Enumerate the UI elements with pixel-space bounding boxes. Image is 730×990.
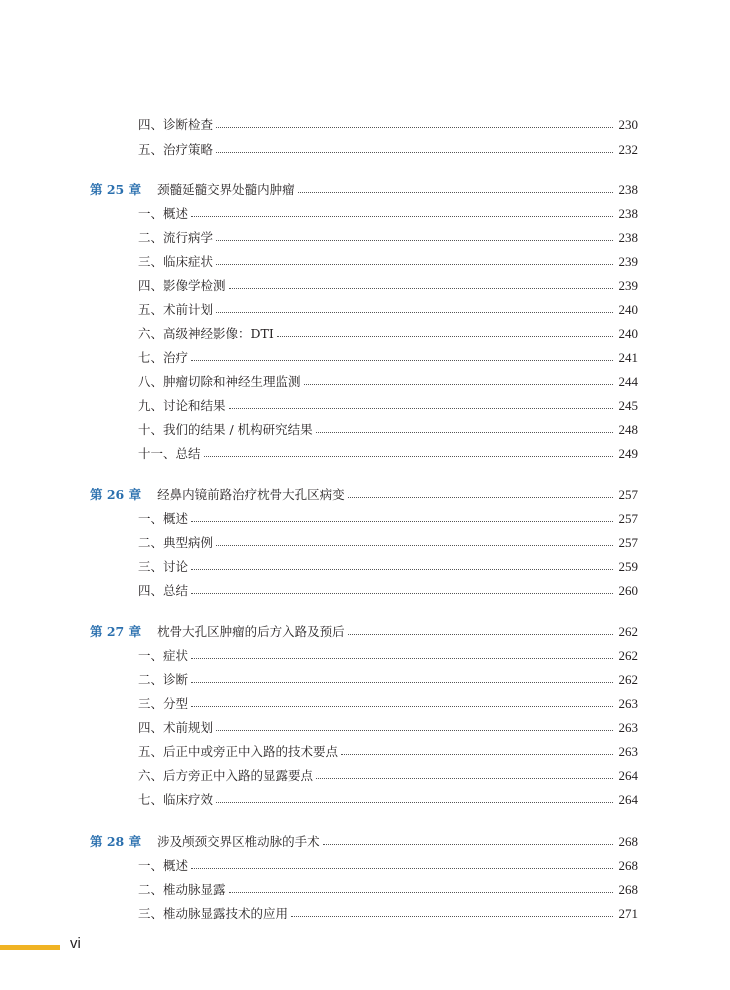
dot-leader bbox=[323, 843, 613, 845]
dot-leader bbox=[191, 568, 613, 570]
toc-entry bbox=[0, 276, 730, 296]
toc-entry bbox=[0, 300, 730, 320]
toc-entry-page: 248 bbox=[618, 422, 638, 437]
dot-leader bbox=[191, 681, 613, 683]
chapter-number: 第 25 章 bbox=[90, 182, 142, 197]
toc-entry-label: 十一、总结 bbox=[138, 446, 201, 461]
dot-leader bbox=[191, 705, 613, 707]
dot-leader bbox=[229, 287, 613, 289]
toc-entry-page: 238 bbox=[618, 206, 638, 221]
toc-entry-page: 264 bbox=[618, 768, 638, 783]
toc-entry-page: 268 bbox=[618, 834, 638, 849]
toc-entry bbox=[0, 396, 730, 416]
toc-entry bbox=[0, 348, 730, 368]
toc-entry-label: 一、症状 bbox=[138, 648, 189, 663]
toc-entry-page: 257 bbox=[618, 487, 638, 502]
dot-leader bbox=[341, 753, 613, 755]
toc-entry-page: 230 bbox=[618, 117, 638, 132]
toc-entry bbox=[0, 228, 730, 248]
dot-leader bbox=[316, 777, 613, 779]
toc-entry-label: 一、概述 bbox=[138, 206, 189, 221]
dot-leader bbox=[277, 335, 613, 337]
toc-entry-page: 232 bbox=[618, 142, 638, 157]
dot-leader bbox=[229, 891, 613, 893]
toc-entry-label: 三、讨论 bbox=[138, 559, 189, 574]
toc-entry-label: 七、临床疗效 bbox=[138, 792, 214, 807]
toc-entry-page: 263 bbox=[618, 720, 638, 735]
toc-entry-page: 244 bbox=[618, 374, 638, 389]
toc-entry bbox=[0, 509, 730, 529]
toc-entry-label: 三、椎动脉显露技术的应用 bbox=[138, 906, 289, 921]
toc-entry bbox=[0, 372, 730, 392]
chapter-title: 枕骨大孔区肿瘤的后方入路及预后 bbox=[157, 624, 345, 639]
toc-entry-page: 245 bbox=[618, 398, 638, 413]
toc-entry-page: 238 bbox=[618, 182, 638, 197]
toc-entry-page: 241 bbox=[618, 350, 638, 365]
dot-leader bbox=[191, 215, 613, 217]
dot-leader bbox=[216, 544, 613, 546]
toc-entry bbox=[0, 742, 730, 762]
toc-entry-label: 四、总结 bbox=[138, 583, 189, 598]
toc-entry bbox=[0, 904, 730, 924]
dot-leader bbox=[304, 383, 613, 385]
toc-entry-page: 249 bbox=[618, 446, 638, 461]
dot-leader bbox=[191, 520, 613, 522]
toc-entry-label: 二、诊断 bbox=[138, 672, 189, 687]
toc-entry bbox=[0, 557, 730, 577]
toc-entry-label: 五、术前计划 bbox=[138, 302, 214, 317]
toc-entry bbox=[0, 718, 730, 738]
dot-leader bbox=[348, 496, 613, 498]
toc-entry-page: 239 bbox=[618, 254, 638, 269]
page-folio: vi bbox=[70, 935, 81, 952]
toc-entry-label: 九、讨论和结果 bbox=[138, 398, 226, 413]
toc-chapter bbox=[0, 485, 730, 505]
toc-chapter bbox=[0, 622, 730, 642]
chapter-number: 第 28 章 bbox=[90, 834, 142, 849]
chapter-title: 经鼻内镜前路治疗枕骨大孔区病变 bbox=[157, 487, 345, 502]
dot-leader bbox=[191, 359, 613, 361]
toc-entry bbox=[0, 204, 730, 224]
toc-entry-page: 257 bbox=[618, 511, 638, 526]
toc-entry-label: 二、椎动脉显露 bbox=[138, 882, 226, 897]
toc-entry bbox=[0, 581, 730, 601]
dot-leader bbox=[216, 126, 613, 128]
dot-leader bbox=[229, 407, 613, 409]
toc-entry bbox=[0, 252, 730, 272]
toc-entry-label: 三、临床症状 bbox=[138, 254, 214, 269]
toc-entry-page: 264 bbox=[618, 792, 638, 807]
dot-leader bbox=[291, 915, 613, 917]
dot-leader bbox=[216, 729, 613, 731]
toc-entry-page: 262 bbox=[618, 672, 638, 687]
toc-entry-label: 四、诊断检查 bbox=[138, 117, 214, 132]
toc-chapter bbox=[0, 180, 730, 200]
toc-entry-page: 240 bbox=[618, 302, 638, 317]
toc-entry-page: 262 bbox=[618, 624, 638, 639]
toc-entry-label: 十、我们的结果 / 机构研究结果 bbox=[138, 422, 313, 437]
toc-entry-page: 260 bbox=[618, 583, 638, 598]
toc-entry-label: 六、后方旁正中入路的显露要点 bbox=[138, 768, 314, 783]
dot-leader bbox=[204, 455, 613, 457]
toc-entry-label: 四、术前规划 bbox=[138, 720, 214, 735]
toc-entry-page: 257 bbox=[618, 535, 638, 550]
toc-entry bbox=[0, 140, 730, 160]
toc-entry-page: 268 bbox=[618, 858, 638, 873]
toc-entry-label: 七、治疗 bbox=[138, 350, 189, 365]
toc-entry-page: 271 bbox=[618, 906, 638, 921]
toc-entry-page: 259 bbox=[618, 559, 638, 574]
toc-entry bbox=[0, 670, 730, 690]
toc-entry-label: 六、高级神经影像：DTI bbox=[138, 326, 274, 341]
toc-entry bbox=[0, 766, 730, 786]
toc-entry bbox=[0, 856, 730, 876]
toc-entry-label: 二、典型病例 bbox=[138, 535, 214, 550]
dot-leader bbox=[216, 311, 613, 313]
dot-leader bbox=[191, 867, 613, 869]
toc-entry-page: 268 bbox=[618, 882, 638, 897]
dot-leader bbox=[191, 657, 613, 659]
toc-entry-label: 五、治疗策略 bbox=[138, 142, 214, 157]
toc-entry-label: 二、流行病学 bbox=[138, 230, 214, 245]
toc-entry-label: 五、后正中或旁正中入路的技术要点 bbox=[138, 744, 339, 759]
toc-entry bbox=[0, 533, 730, 553]
dot-leader bbox=[216, 239, 613, 241]
dot-leader bbox=[216, 263, 613, 265]
toc-entry bbox=[0, 420, 730, 440]
dot-leader bbox=[316, 431, 613, 433]
toc-entry bbox=[0, 880, 730, 900]
toc-entry-page: 239 bbox=[618, 278, 638, 293]
dot-leader bbox=[191, 592, 613, 594]
toc-entry-label: 三、分型 bbox=[138, 696, 189, 711]
dot-leader bbox=[216, 151, 613, 153]
dot-leader bbox=[216, 801, 613, 803]
toc-entry-label: 一、概述 bbox=[138, 511, 189, 526]
dot-leader bbox=[298, 191, 613, 193]
toc-entry-label: 八、肿瘤切除和神经生理监测 bbox=[138, 374, 301, 389]
chapter-number: 第 26 章 bbox=[90, 487, 142, 502]
chapter-title: 颈髓延髓交界处髓内肿瘤 bbox=[157, 182, 295, 197]
toc-entry-page: 240 bbox=[618, 326, 638, 341]
toc-entry bbox=[0, 790, 730, 810]
toc-entry bbox=[0, 646, 730, 666]
chapter-number: 第 27 章 bbox=[90, 624, 142, 639]
toc-entry-page: 263 bbox=[618, 696, 638, 711]
toc-entry bbox=[0, 694, 730, 714]
toc-entry-page: 238 bbox=[618, 230, 638, 245]
toc-entry-label: 四、影像学检测 bbox=[138, 278, 226, 293]
toc-entry bbox=[0, 444, 730, 464]
toc-entry-label: 一、概述 bbox=[138, 858, 189, 873]
chapter-title: 涉及颅颈交界区椎动脉的手术 bbox=[157, 834, 320, 849]
dot-leader bbox=[348, 633, 613, 635]
toc-entry-page: 263 bbox=[618, 744, 638, 759]
toc-entry bbox=[0, 324, 730, 344]
toc-chapter bbox=[0, 832, 730, 852]
footer-accent-bar bbox=[0, 945, 60, 950]
toc-entry-page: 262 bbox=[618, 648, 638, 663]
toc-entry bbox=[0, 115, 730, 135]
